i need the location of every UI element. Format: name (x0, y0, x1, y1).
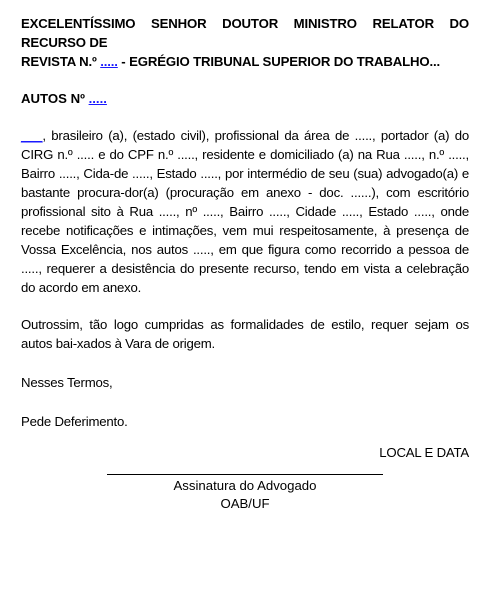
autos-number-blank-link[interactable]: ..... (88, 91, 107, 106)
revista-number-blank-link[interactable]: ..... (100, 54, 118, 69)
signature-line (107, 474, 383, 475)
autos-number (21, 89, 469, 108)
autos-label: AUTOS Nº (21, 91, 89, 106)
local-and-date: LOCAL E DATA (379, 445, 469, 460)
heading-line-2-prefix: REVISTA N.º (21, 54, 101, 69)
petition-document (21, 14, 469, 462)
signature-oab: OAB/UF (220, 496, 270, 511)
closing-terms: Nesses Termos, (21, 375, 113, 390)
signature-block (107, 474, 383, 513)
party-name-blank-link[interactable]: ___ (21, 128, 43, 143)
qualification-text: , brasileiro (a), (estado civil), profissional da área de ....., portador (a) do CIRG n.º ..... e do CPF n.º ....., residente e domiciliado (a) na Rua ....., n.º ....., Bairro ....., Cida-de ....., Estado ....., por intermédio de seu (sua) advogado(a) e bastante procura-dor(a) (procuração em anexo - doc. ......), com escritório profissional sito à Rua ....., nº ....., Bairro ....., Cidade ....., Estado ....., onde recebe notificações e intimações, vem mui respeitosamente, à presença de Vossa Excelência, nos autos ....., em que figura como recorrido a pessoa de ....., requerer a desistência do presente recurso, tendo em vista a celebração do acordo em anexo. (21, 128, 469, 295)
signature-name: Assinatura do Advogado (173, 478, 317, 493)
closing-request: Pede Deferimento. (21, 414, 128, 429)
heading-line-2-suffix: - EGRÉGIO TRIBUNAL SUPERIOR DO TRABALHO... (117, 54, 441, 69)
petition-heading (21, 14, 469, 71)
qualification-paragraph (21, 126, 469, 297)
request-paragraph: Outrossim, tão logo cumpridas as formalidades de estilo, requer sejam os autos bai-xados à Vara de origem. (21, 317, 469, 351)
heading-line-1: EXCELENTÍSSIMO SENHOR DOUTOR MINISTRO RELATOR DO RECURSO DE (21, 16, 469, 50)
